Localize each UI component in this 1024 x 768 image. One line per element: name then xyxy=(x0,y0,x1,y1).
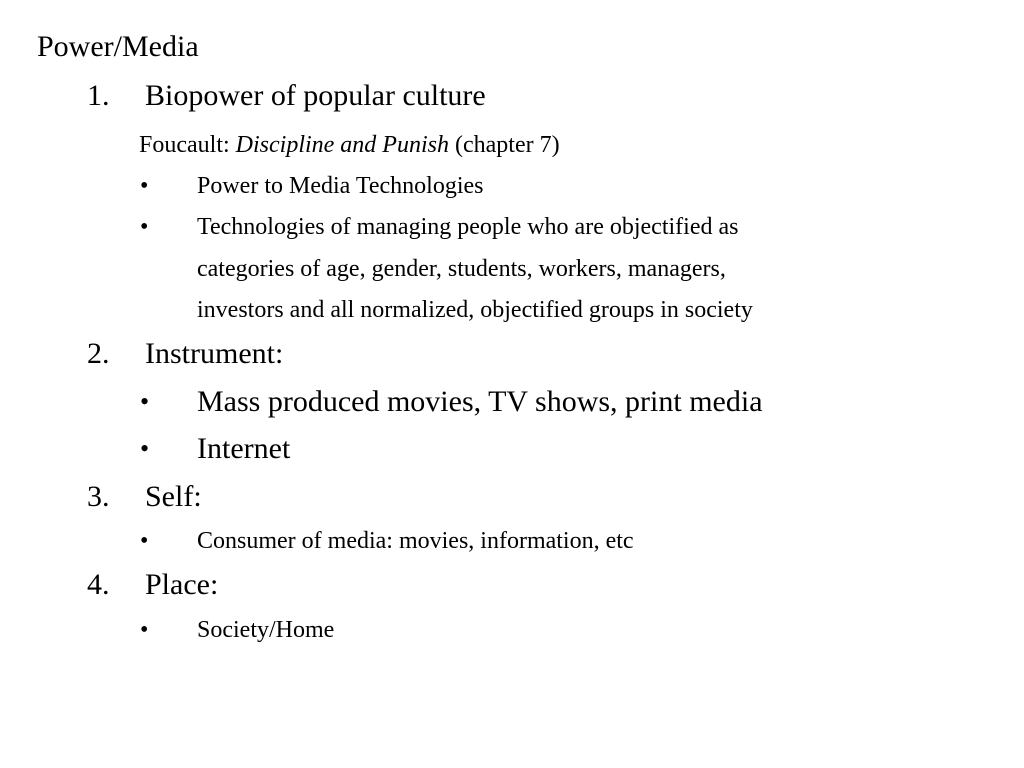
section-2-heading: Instrument: xyxy=(145,337,284,370)
section-1-number: 1. xyxy=(87,79,110,112)
bullet-icon: • xyxy=(140,387,150,416)
bullet-icon: • xyxy=(140,173,149,199)
source-work: Discipline and Punish xyxy=(235,132,449,158)
section-3-item-1: Consumer of media: movies, information, etc xyxy=(197,528,634,554)
section-2-number: 2. xyxy=(87,337,110,370)
source-author: Foucault: xyxy=(139,132,236,158)
section-1-item-2-line-1: Technologies of managing people who are objectified as xyxy=(197,214,739,240)
section-1-item-2-line-3: investors and all normalized, objectified groups in society xyxy=(197,297,753,323)
section-3-number: 3. xyxy=(87,480,110,513)
section-1-heading: Biopower of popular culture xyxy=(145,79,486,112)
section-4-heading: Place: xyxy=(145,568,219,601)
section-4-number: 4. xyxy=(87,568,110,601)
section-1-item-1: Power to Media Technologies xyxy=(197,173,484,199)
bullet-icon: • xyxy=(140,528,149,554)
section-3-heading: Self: xyxy=(145,480,202,513)
bullet-icon: • xyxy=(140,434,150,463)
section-4-item-1: Society/Home xyxy=(197,617,335,643)
source-detail: (chapter 7) xyxy=(448,132,560,158)
slide-title: Power/Media xyxy=(37,30,199,63)
section-2-item-2: Internet xyxy=(197,432,291,465)
section-1-item-2-line-2: categories of age, gender, students, workers, managers, xyxy=(197,256,726,282)
section-1-source xyxy=(139,126,560,164)
section-2-item-1: Mass produced movies, TV shows, print media xyxy=(197,385,763,418)
bullet-icon: • xyxy=(140,617,149,643)
bullet-icon: • xyxy=(140,214,149,240)
